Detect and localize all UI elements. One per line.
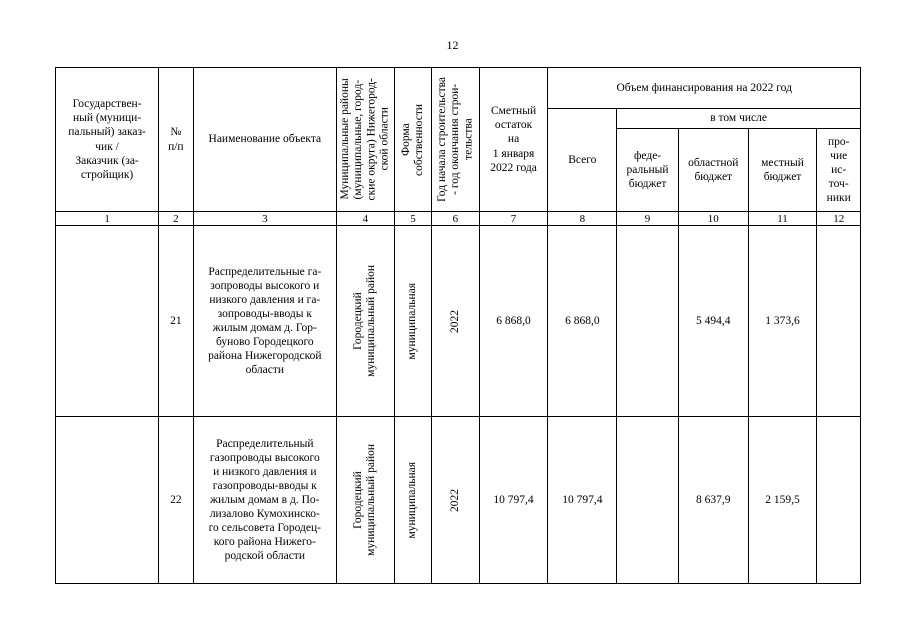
header-districts — [337, 68, 395, 212]
header-local: местный бюджет — [748, 129, 817, 212]
local-value: 2 159,5 — [748, 417, 817, 584]
column-number: 5 — [394, 212, 431, 226]
column-number: 4 — [337, 212, 395, 226]
regional-value: 5 494,4 — [678, 226, 748, 417]
customer-cell — [56, 417, 159, 584]
page-number: 12 — [446, 38, 459, 52]
column-number: 9 — [617, 212, 679, 226]
local-value: 1 373,6 — [748, 226, 817, 417]
financing-table — [55, 67, 861, 584]
district-cell — [337, 417, 395, 584]
header-object-name: Наименование объекта — [193, 68, 337, 212]
years-cell — [432, 417, 480, 584]
column-number: 11 — [748, 212, 817, 226]
column-number: 12 — [817, 212, 861, 226]
header-other: про- чие ис- точ- ники — [817, 129, 861, 212]
ownership-text: муниципальная — [406, 282, 419, 360]
balance-value: 6 868,0 — [479, 226, 548, 417]
years-text: 2022 — [448, 309, 461, 333]
header-funding-title: Объем финансирования на 2022 год — [548, 68, 861, 109]
header-ownership-text: Форма собственности — [399, 103, 425, 176]
total-value: 10 797,4 — [548, 417, 617, 584]
column-numbers-row — [56, 212, 861, 226]
district-cell — [337, 226, 395, 417]
other-value — [817, 226, 861, 417]
ownership-cell — [394, 417, 431, 584]
table-row — [56, 226, 861, 417]
header-regional: областной бюджет — [678, 129, 748, 212]
column-number: 2 — [159, 212, 193, 226]
table-row — [56, 417, 861, 584]
column-number: 7 — [479, 212, 548, 226]
column-number: 1 — [56, 212, 159, 226]
ownership-cell — [394, 226, 431, 417]
regional-value: 8 637,9 — [678, 417, 748, 584]
district-text: Городецкий муниципальный район — [352, 265, 378, 377]
column-number: 3 — [193, 212, 337, 226]
header-federal: феде- ральный бюджет — [617, 129, 679, 212]
district-text: Городецкий муниципальный район — [352, 444, 378, 556]
object-name: Распределительные га- зопроводы высокого и низкого давления и га- зопроводы-вводы к жилым домам д. Гор- буново Городецкого района Нижегородской области — [193, 226, 337, 417]
row-number: 22 — [159, 417, 193, 584]
header-years — [432, 68, 480, 212]
years-cell — [432, 226, 480, 417]
balance-value: 10 797,4 — [479, 417, 548, 584]
row-number: 21 — [159, 226, 193, 417]
header-total: Всего — [548, 109, 617, 212]
federal-value — [617, 226, 679, 417]
customer-cell — [56, 226, 159, 417]
object-name: Распределительный газопроводы высокого и низкого давления и газопроводы-вводы к жилым домам в д. По- лизалово Кумохинско- го сельсовета Городец- кого района Нижего- родской области — [193, 417, 337, 584]
column-number: 6 — [432, 212, 480, 226]
column-number: 10 — [678, 212, 748, 226]
header-customer: Государствен- ный (муници- пальный) заказ- чик / Заказчик (за- стройщик) — [56, 68, 159, 212]
ownership-text: муниципальная — [406, 461, 419, 539]
other-value — [817, 417, 861, 584]
header-row-number: № п/п — [159, 68, 193, 212]
header-years-text: Год начала строительства - год окончания строи- тельства — [435, 77, 475, 202]
total-value: 6 868,0 — [548, 226, 617, 417]
header-districts-text: Муниципальные районы (муниципальные, город- ские округа) Нижегород- ской области — [339, 78, 391, 201]
column-number: 8 — [548, 212, 617, 226]
header-ownership — [394, 68, 431, 212]
federal-value — [617, 417, 679, 584]
header-balance: Сметный остаток на 1 января 2022 года — [479, 68, 548, 212]
header-including: в том числе — [617, 109, 861, 129]
years-text: 2022 — [448, 488, 461, 512]
